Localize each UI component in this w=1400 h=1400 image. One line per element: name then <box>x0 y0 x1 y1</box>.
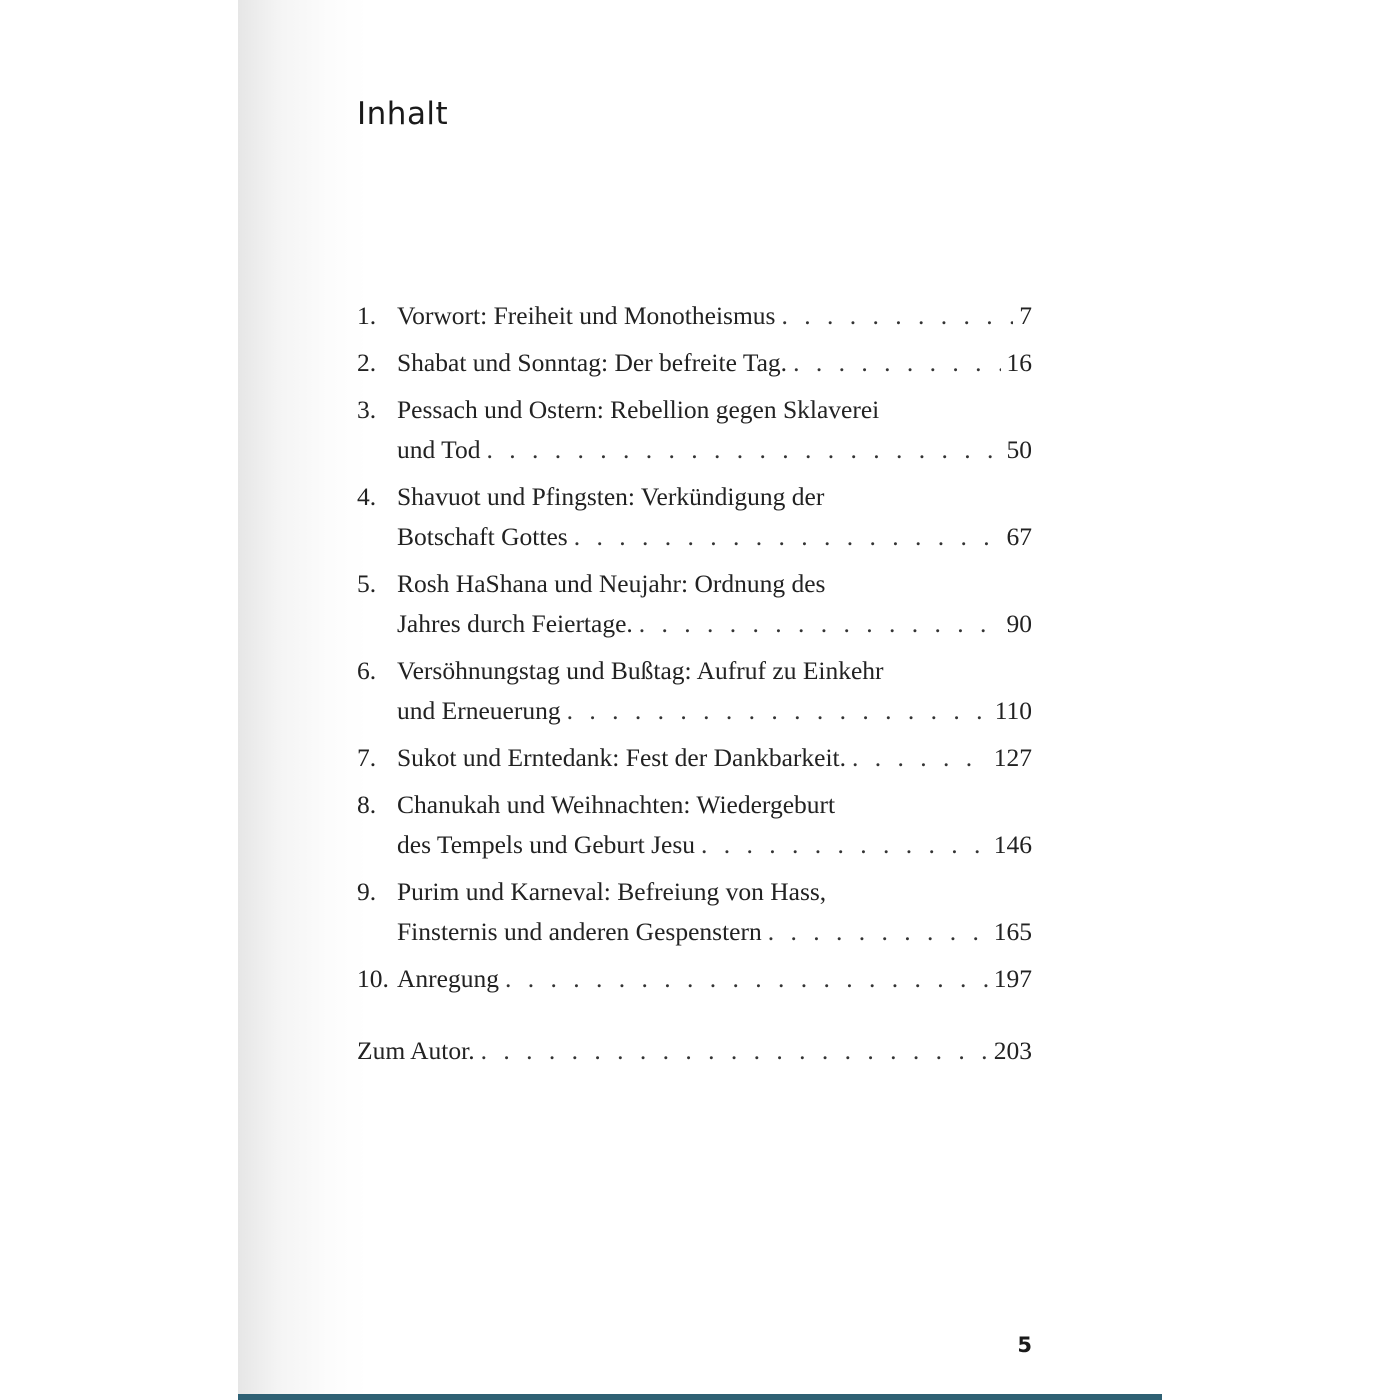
dot-leader <box>574 517 1001 557</box>
toc-line <box>357 651 1032 691</box>
toc-title: Pessach und Ostern: Rebellion gegen Sklaverei <box>397 395 880 424</box>
toc-number: 7. <box>357 743 377 772</box>
toc-entry-5[interactable] <box>357 564 1032 644</box>
toc-title-continuation: des Tempels und Geburt Jesu <box>397 830 696 859</box>
toc-page-number: 146 <box>993 830 1032 859</box>
dot-leader <box>567 691 989 731</box>
toc-entry-2[interactable] <box>357 343 1032 383</box>
toc-title: Anregung <box>397 964 499 993</box>
toc-line <box>357 785 1032 825</box>
toc-entry-1[interactable] <box>357 296 1032 336</box>
toc-line <box>357 1031 1032 1071</box>
toc-line-continuation <box>357 604 1032 644</box>
toc-entry-author[interactable] <box>357 1031 1032 1071</box>
dot-leader <box>486 430 1000 470</box>
toc-entry-4[interactable] <box>357 477 1032 557</box>
toc-line <box>357 872 1032 912</box>
toc-title-continuation: und Erneuerung <box>397 696 561 725</box>
toc-page-number: 127 <box>993 743 1032 772</box>
toc-entry-7[interactable] <box>357 738 1032 778</box>
toc-number: 2. <box>357 348 377 377</box>
toc-title: Vorwort: Freiheit und Monotheismus <box>397 301 776 330</box>
toc-title: Rosh HaShana und Neujahr: Ordnung des <box>397 569 826 598</box>
toc-title: Zum Autor. <box>357 1036 475 1065</box>
toc-title-continuation: Botschaft Gottes <box>397 522 568 551</box>
dot-leader <box>639 604 1001 644</box>
toc-number: 9. <box>357 877 377 906</box>
toc-line-continuation <box>357 430 1032 470</box>
toc-line <box>357 296 1032 336</box>
toc-page-number: 203 <box>993 1036 1032 1065</box>
toc-page-number: 16 <box>1006 348 1032 377</box>
dot-leader <box>701 825 988 865</box>
toc-page-number: 90 <box>1006 609 1032 638</box>
toc-title-continuation: Finsternis und anderen Gespenstern <box>397 917 762 946</box>
toc-line <box>357 477 1032 517</box>
toc-entry-8[interactable] <box>357 785 1032 865</box>
toc-title-continuation: Jahres durch Feiertage. <box>397 609 633 638</box>
toc-line-continuation <box>357 912 1032 952</box>
toc-entry-9[interactable] <box>357 872 1032 952</box>
dot-leader <box>505 959 988 999</box>
toc-line <box>357 738 1032 778</box>
page-number: 5 <box>1017 1333 1032 1357</box>
toc-line-continuation <box>357 691 1032 731</box>
toc-page-number: 165 <box>993 917 1032 946</box>
book-page <box>238 0 1162 1400</box>
toc-number: 3. <box>357 395 377 424</box>
toc-entry-10[interactable] <box>357 959 1032 999</box>
toc-title: Sukot und Erntedank: Fest der Dankbarkeit. <box>397 743 846 772</box>
dot-leader <box>481 1031 988 1071</box>
toc-page-number: 197 <box>993 964 1032 993</box>
toc-number: 8. <box>357 790 377 819</box>
toc-number: 5. <box>357 569 377 598</box>
toc-title: Purim und Karneval: Befreiung von Hass, <box>397 877 827 906</box>
table-of-contents <box>357 296 1032 1078</box>
toc-title: Versöhnungstag und Bußtag: Aufruf zu Einkehr <box>397 656 884 685</box>
toc-title: Shavuot und Pfingsten: Verkündigung der <box>397 482 825 511</box>
toc-entry-6[interactable] <box>357 651 1032 731</box>
toc-line <box>357 959 1032 999</box>
dot-leader <box>768 912 988 952</box>
toc-line-continuation <box>357 825 1032 865</box>
dot-leader <box>852 738 988 778</box>
toc-number: 6. <box>357 656 377 685</box>
page-bottom-edge <box>238 1394 1162 1400</box>
toc-title: Shabat und Sonntag: Der befreite Tag. <box>397 348 788 377</box>
toc-line <box>357 390 1032 430</box>
page-title: Inhalt <box>357 96 449 132</box>
toc-page-number: 67 <box>1006 522 1032 551</box>
toc-number: 1. <box>357 301 377 330</box>
toc-line-continuation <box>357 517 1032 557</box>
toc-number: 4. <box>357 482 377 511</box>
dot-leader <box>793 343 1000 383</box>
dot-leader <box>781 296 1013 336</box>
toc-title: Chanukah und Weihnachten: Wiedergeburt <box>397 790 836 819</box>
toc-line <box>357 564 1032 604</box>
toc-page-number: 50 <box>1006 435 1032 464</box>
toc-number: 10. <box>357 964 389 993</box>
toc-page-number: 7 <box>1019 301 1032 330</box>
toc-title-continuation: und Tod <box>397 435 481 464</box>
toc-line <box>357 343 1032 383</box>
toc-entry-3[interactable] <box>357 390 1032 470</box>
toc-page-number: 110 <box>994 696 1032 725</box>
